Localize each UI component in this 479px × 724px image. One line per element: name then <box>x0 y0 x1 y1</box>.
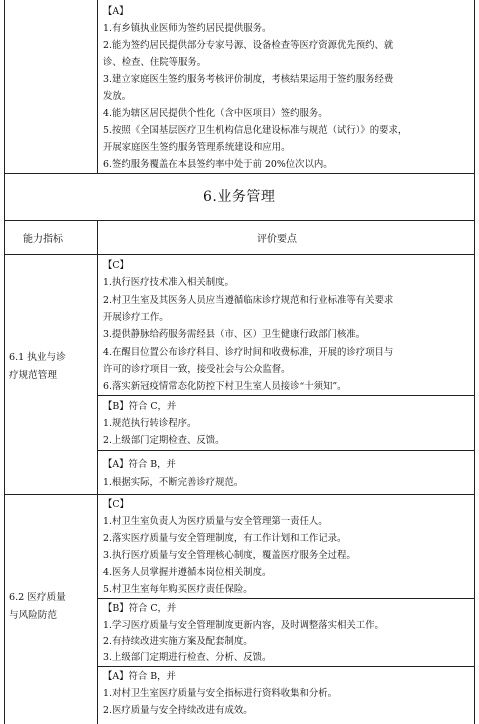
text-line: 3.建立家庭医生签约服务考核评价制度，考核结果运用于签约服务经费 <box>103 74 394 85</box>
text-line: 4.能为辖区居民提供个性化（含中医项目）签约服务。 <box>103 108 328 119</box>
row-divider <box>4 254 475 255</box>
row-label: 6.2 医疗质量 <box>9 592 66 603</box>
text-line: 诊、检查、住院等服务。 <box>103 57 207 68</box>
text-line: 开展诊疗工作。 <box>103 312 169 323</box>
text-line: 1.村卫生室负责人为医疗质量与安全管理第一责任人。 <box>103 516 328 527</box>
text-line: 1.有乡镇执业医师为签约居民提供服务。 <box>103 23 272 34</box>
text-line: 2.医疗质量与安全持续改进有成效。 <box>103 705 253 716</box>
level-b-heading: 【B】符合 C，并 <box>103 603 177 614</box>
level-c-heading: 【C】 <box>103 499 129 510</box>
text-line: 5.按照《全国基层医疗卫生机构信息化建设标准与规范（试行）》的要求， <box>103 125 408 136</box>
text-line: 4.医务人员掌握并遵循本岗位相关制度。 <box>103 567 272 578</box>
text-line: 1.执行医疗技术准入相关制度。 <box>103 277 234 288</box>
column-divider <box>97 0 98 173</box>
section-title: 6.业务管理 <box>203 189 276 205</box>
text-line: 5.村卫生室每年购买医疗责任保险。 <box>103 584 253 595</box>
row-divider <box>97 666 475 667</box>
text-line: 许可的诊疗项目一致，接受社会与公众监督。 <box>103 364 291 375</box>
text-line: 6.落实新冠疫情常态化防控下村卫生室人员接诊“十须知”。 <box>103 381 347 392</box>
level-a-heading: 【A】 <box>103 6 129 17</box>
text-line: 2.落实医疗质量与安全管理制度，有工作计划和工作记录。 <box>103 533 347 544</box>
text-line: 2.上级部门定期检查、反馈。 <box>103 435 225 446</box>
text-line: 3.提供静脉给药服务需经县（市、区）卫生健康行政部门核准。 <box>103 329 366 340</box>
row-label: 疗规范管理 <box>9 370 57 381</box>
text-line: 开展家庭医生签约服务管理系统建设和应用。 <box>103 142 291 153</box>
text-line: 3.执行医疗质量与安全管理核心制度，覆盖医疗服务全过程。 <box>103 550 356 561</box>
row-divider <box>4 220 475 221</box>
table-left-border <box>4 0 5 724</box>
text-line: 1.对村卫生室医疗质量与安全指标进行资料收集和分析。 <box>103 688 337 699</box>
row-divider <box>97 395 475 396</box>
text-line: 3.上级部门定期进行检查、分析、反馈。 <box>103 652 272 663</box>
level-a-heading: 【A】符合 B，并 <box>103 459 176 470</box>
row-divider <box>4 494 475 495</box>
level-b-heading: 【B】符合 C，并 <box>103 401 177 412</box>
row-divider <box>4 173 475 174</box>
row-divider <box>97 450 475 451</box>
text-line: 2.有持续改进实施方案及配套制度。 <box>103 636 253 647</box>
header-capability-indicator: 能力指标 <box>23 234 63 245</box>
text-line: 6.签约服务覆盖在本县签约率中处于前 20%位次以内。 <box>103 159 333 170</box>
text-line: 4.在醒目位置公布诊疗科目、诊疗时间和收费标准，开展的诊疗项目与 <box>103 347 394 358</box>
table-right-border <box>474 0 475 724</box>
text-line: 1.规范执行转诊程序。 <box>103 418 197 429</box>
level-a-heading: 【A】符合 B，并 <box>103 671 176 682</box>
text-line: 2.能为签约居民提供部分专家号源、设备检查等医疗资源优先预约、就 <box>103 40 394 51</box>
text-line: 2.村卫生室及其医务人员应当遵循临床诊疗规范和行业标准等有关要求 <box>103 295 394 306</box>
text-line: 发放。 <box>103 91 132 102</box>
text-line: 1.根据实际，不断完善诊疗规范。 <box>103 477 244 488</box>
text-line: 1.学习医疗质量与安全管理制度更新内容，及时调整落实相关工作。 <box>103 620 384 631</box>
level-c-heading: 【C】 <box>103 260 129 271</box>
column-divider <box>97 220 98 724</box>
header-evaluation-points: 评价要点 <box>257 234 297 245</box>
row-label: 与风险防范 <box>9 610 57 621</box>
row-divider <box>97 598 475 599</box>
row-label: 6.1 执业与诊 <box>9 352 66 363</box>
